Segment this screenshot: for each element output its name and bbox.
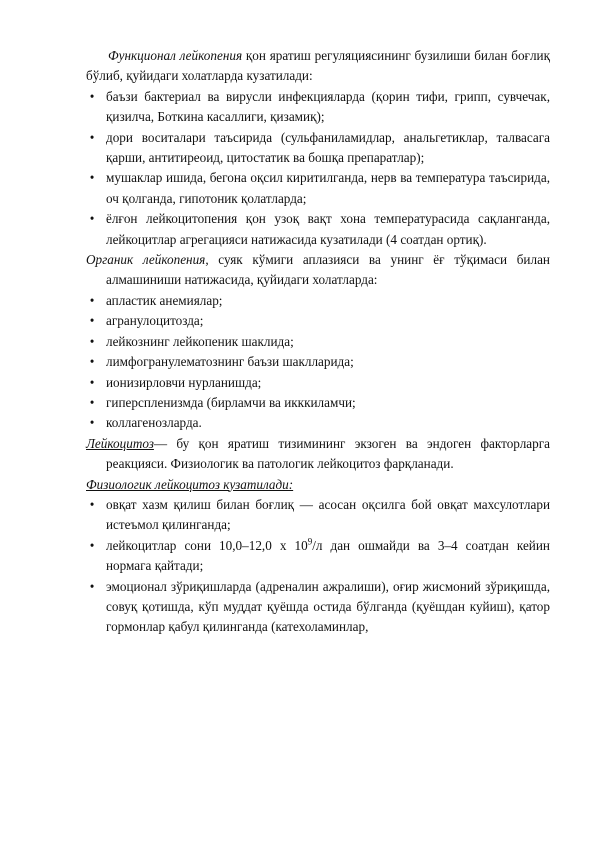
bullet-icon: • <box>89 292 95 308</box>
list-item-text: /л дан ошмайди ва 3–4 соатдан кейин нормага қайтади; <box>106 537 550 574</box>
list-item <box>86 373 550 393</box>
list-item-text: мушаклар ишида, бегона оқсил киритилганда, нерв ва температура таъсирида, оч қолганда, гипотоник қолатларда; <box>106 170 550 206</box>
list-item <box>86 577 550 638</box>
superscript-exponent: 9 <box>307 536 313 547</box>
list-item-text: ионизирловчи нурланишда; <box>106 374 262 390</box>
bullet-icon: • <box>89 578 95 594</box>
bullet-icon: • <box>89 496 95 512</box>
list-item <box>86 311 550 331</box>
list-item-text: апластик анемиялар; <box>106 292 223 308</box>
paragraph-organic-leukopenia <box>86 250 550 291</box>
term-organic-leukopenia: Органик лейкопения <box>86 252 206 268</box>
term-functional-leukopenia: Функционал лейкопения <box>108 48 243 63</box>
list-item <box>86 87 550 128</box>
bullet-icon: • <box>89 88 95 104</box>
bullet-icon: • <box>89 354 95 370</box>
bullet-icon: • <box>89 170 95 186</box>
list-organic-causes <box>86 291 550 434</box>
list-item-text: гиперспленизмда (бирламчи ва икккиламчи; <box>106 394 356 410</box>
list-physiological-causes <box>86 495 550 638</box>
paragraph-functional-leukopenia <box>86 46 550 87</box>
list-item-text: ёлғон лейкоцитопения қон узоқ вақт хона температурасида сақланганда, лейкоцитлар агрегацияси натижасида кузатилади (4 соатдан ортиқ). <box>106 211 550 247</box>
bullet-icon: • <box>89 211 95 227</box>
list-item-text: овқат хазм қилиш билан боғлиқ — асосан оқсилга бой овқат махсулотлари истеъмол қилинганда; <box>106 496 550 533</box>
list-item-text: лимфогранулематознинг баъзи шаклларида; <box>106 354 354 370</box>
list-item-text: дори воситалари таъсирида (сульфаниламидлар, анальгетиклар, талвасага қарши, антитиреоид, цитостатик ва бошқа препаратлар); <box>106 129 550 166</box>
list-item <box>86 291 550 311</box>
list-item-text: лейкоцитлар сони 10,0–12,0 х 10 <box>106 537 308 553</box>
list-item-text: агранулоцитозда; <box>106 313 204 329</box>
term-leukocytosis: Лейкоцитоз <box>86 435 154 451</box>
list-item <box>86 495 550 536</box>
list-item <box>86 413 550 433</box>
list-item <box>86 209 550 250</box>
bullet-icon: • <box>89 374 95 390</box>
bullet-icon: • <box>89 415 95 431</box>
list-item <box>86 128 550 169</box>
bullet-icon: • <box>89 129 95 145</box>
list-item <box>86 536 550 577</box>
paragraph-leukocytosis <box>86 434 550 475</box>
list-item-text: лейкознинг лейкопеник шаклида; <box>106 333 294 349</box>
bullet-icon: • <box>89 333 95 349</box>
bullet-icon: • <box>89 394 95 410</box>
list-item-text: баъзи бактериал ва вирусли инфекцияларда (қорин тифи, грипп, сувчечак, қизилча, Боткина касаллиги, қизамиқ); <box>106 88 550 125</box>
list-item <box>86 393 550 413</box>
list-functional-causes <box>86 87 550 250</box>
list-item-text: коллагенозларда. <box>106 415 202 431</box>
paragraph-text: — бу қон яратиш тизимининг экзоген ва эндоген факторларга реакцияси. Физиологик ва патологик лейкоцитоз фарқланади. <box>106 435 550 472</box>
list-item-text: эмоционал зўриқишларда (адреналин ажралиши), оғир жисмоний зўриқишда, совуқ қотишда, кўп муддат қуёшда остида бўлганда (қуёшдан куйиш), қатор гормонлар қабул қилинганда (катехоламинлар, <box>106 578 550 635</box>
list-item <box>86 352 550 372</box>
bullet-icon: • <box>89 313 95 329</box>
paragraph-text: , суяк кўмиги аплазияси ва унинг ёғ тўқимаси билан алмашиниши натижасида, қуйидаги холатларда: <box>106 252 550 288</box>
bullet-icon: • <box>89 537 95 553</box>
paragraph-text: қон яратиш регуляциясининг бузилиши билан боғлиқ бўлиб, қуйидаги холатларда кузатилади: <box>86 48 551 84</box>
list-item <box>86 332 550 352</box>
list-item <box>86 168 550 209</box>
heading-physiological-leukocytosis: Физиологик лейкоцитоз кузатилади: <box>86 476 294 492</box>
